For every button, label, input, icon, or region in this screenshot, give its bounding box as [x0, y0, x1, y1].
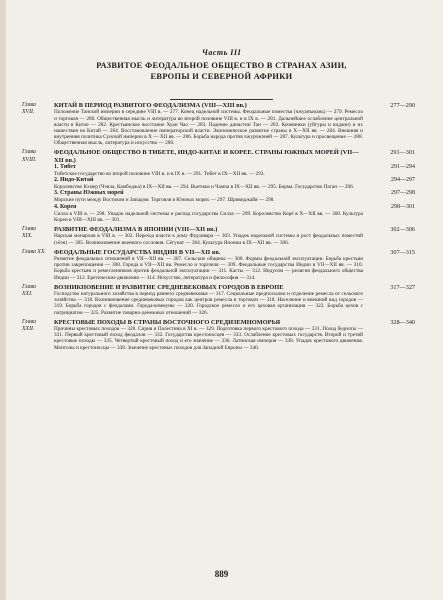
part-label: Часть III — [201, 48, 242, 57]
chapter-summary: Господство натурального хозяйства в период раннего средневековья — 317. Социальные предпосылки и отделение ремесла от сельского хозяйства — 318. Возникновение средневековых городов как центров ремесла и торговли — 318. Население и внешний вид городов — 319. Борьба городов с феодалами. Города-коммуны — 320. Городское ремесло и его цеховая организация — 322. Борьба цехов с патрициатом — 325. Развитие товарно-денежных отношений — 326. — [54, 291, 363, 316]
chapter-19 — [22, 225, 415, 246]
section-pages: 298—301 — [391, 203, 415, 210]
section-summary: Королевство Кхмер (Чэнла, Камбоджа) в IX—XII вв. — 294. Вьетнам и Чампа в IX—XII вв. — 295. Бирма. Государство Паган — 296. — [54, 184, 355, 191]
chapter-pages: 277—290 — [390, 102, 415, 109]
table-of-contents — [22, 102, 415, 354]
chapter-21 — [22, 283, 415, 316]
section-pages: 297—298 — [391, 190, 415, 197]
chapter-18 — [22, 149, 415, 223]
chapter-pages: 328—340 — [390, 318, 415, 326]
section-korea — [54, 204, 415, 223]
section-heading — [54, 204, 415, 211]
chapter-label: Глава XVII. — [22, 102, 36, 116]
part-title-line2: ЕВРОПЫ И СЕВЕРНОЙ АФРИКИ — [150, 72, 293, 81]
section-heading — [54, 177, 415, 184]
part-title — [0, 60, 443, 82]
chapter-title: РАЗВИТИЕ ФЕОДАЛИЗМА В ЯПОНИИ (VIII—XII вв.) — [54, 225, 218, 233]
chapter-heading — [22, 283, 415, 298]
chapter-20 — [22, 248, 415, 281]
chapter-22 — [22, 318, 415, 351]
section-title: 1. Тибет — [54, 164, 76, 171]
chapter-title: КИТАЙ В ПЕРИОД РАЗВИТОГО ФЕОДАЛИЗМА (VIII—XIII вв.) — [54, 102, 247, 109]
chapter-pages: 291—301 — [390, 149, 415, 157]
chapter-heading — [22, 102, 415, 116]
chapter-label: Глава XVIII. — [22, 149, 37, 163]
section-summary: Тибетское государство во второй половине VIII в. и в IX в. — 291. Тибет в IX—XII вв. — 293. — [54, 171, 265, 178]
chapter-17 — [22, 102, 415, 147]
section-title: 3. Страны Южных морей — [54, 190, 124, 197]
section-pages: 294—297 — [391, 177, 415, 184]
divider-rule — [170, 99, 273, 100]
chapter-label: Глава XIX. — [22, 225, 36, 240]
section-summary: Морские пути между Востоком и Западом. Торговля в Южных морях — 297. Шривиджайя — 298. — [54, 197, 275, 204]
chapter-pages: 307—315 — [390, 248, 415, 256]
chapter-summary: Развитие феодальных отношений в VII—XII вв. — 307. Сельские общины — 308. Формы феодальной эксплуатации. Борьба крестьян против закрепощения — 308. Города в VII—XII вв. Ремесло и торговля — 309. Феодальные государства Индии в VII—XII вв. — 310. Борьба крестьян и ремесленников против феодальной эксплуатации — 311. Касты — 312. Индуизм — религия феодального общества Индии — 312. Еретические движения — 314. Искусство, литература и философия — 314. — [54, 256, 363, 281]
section-tibet — [54, 164, 415, 177]
chapter-summary: Положение Танской империи в середине VIII в. — 277. Конец надельной системы. Феодальные поместья (чжуанъюань) — 279. Ремесло и торговля — 280. Общественная мысль и литература во второй половине VIII в. и в IX в. — 281. Дальнейшее ослабление центральной власти в Китае — 282. Крестьянское восстание Хуан Чао — 283. Падение династии Тан — 283. Кочевники (уйгуры и кидани) и их нашествия на Китай — 284. Восстановление императорской власти. Экономическое развитие страны в X—XII вв. — 284. Внешняя и внутренняя политика Сунской империи в X — XII вв. — 286. Борьба народа против чжурчжэней — 287. Культура и просвещение — 288. Общественная мысль, литература и искусство — 288. — [54, 109, 363, 147]
section-pages: 291—294 — [391, 164, 415, 171]
chapter-title: ФЕОДАЛЬНОЕ ОБЩЕСТВО В ТИБЕТЕ, ИНДО-КИТАЕ И КОРЕЕ. СТРАНЫ ЮЖНЫХ МОРЕЙ (VII—XII вв.) — [54, 149, 359, 164]
chapter-label: Глава XX. — [22, 248, 46, 255]
chapter-title: КРЕСТОВЫЕ ПОХОДЫ В СТРАНЫ ВОСТОЧНОГО СРЕДИЗЕМНОМОРЬЯ — [54, 318, 281, 326]
chapter-heading — [22, 248, 415, 256]
section-heading — [54, 164, 415, 171]
chapter-heading — [22, 149, 415, 164]
chapter-title: ФЕОДАЛЬНЫЕ ГОСУДАРСТВА ИНДИИ В VII—XII вв. — [54, 248, 221, 256]
section-heading — [54, 190, 415, 197]
chapter-summary: Нарская монархия в VIII в. — 302. Переход власти к дому Фудзивара — 303. Упадок надельной системы и рост феодальных поместий (сёэн) — 305. Возникновение военного сословия. Сёгунат — 304. Культура Японии в IX—XII вв. — 306. — [54, 233, 363, 246]
chapter-pages: 317—327 — [390, 283, 415, 291]
chapter-pages: 302—306 — [390, 225, 415, 233]
chapter-heading — [22, 318, 415, 333]
section-summary: Силла в VIII в. — 298. Упадок надельной системы и распад государства Силла — 299. Королевство Корё в X—XII вв. — 300. Культура Кореи в VIII—XIII вв. — 301. — [54, 210, 363, 223]
section-indochina — [54, 177, 415, 190]
part-title-line1: РАЗВИТОЕ ФЕОДАЛЬНОЕ ОБЩЕСТВО В СТРАНАХ АЗИИ, — [96, 61, 347, 70]
chapter-title: ВОЗНИКНОВЕНИЕ И РАЗВИТИЕ СРЕДНЕВЕКОВЫХ ГОРОДОВ В ЕВРОПЕ — [54, 283, 284, 291]
page-number: 889 — [214, 569, 229, 579]
chapter-label: Глава XXI. — [22, 283, 36, 298]
section-southern-seas — [54, 190, 415, 203]
chapter-label: Глава XXII. — [22, 318, 36, 333]
section-title: 4. Корея — [54, 203, 77, 210]
section-title: 2. Индо-Китай — [54, 177, 94, 184]
chapter-summary: Причины крестовых походов — 328. Сирия и Палестина в XI в. — 329. Подготовка первого крестового похода — 331. Поход бедноты — 331. Первый крестовый поход феодалов — 332. Государства крестоносцев — 333. Ослабление крестовых государств. Второй и третий крестовые походы — 335. Четвертый крестовый поход и его значение — 336. Латинская империя — 338. Упадок крестового движения. Монголы и крестоносцы — 338. Значение крестовых походов для Западной Европы — 340. — [54, 326, 363, 351]
